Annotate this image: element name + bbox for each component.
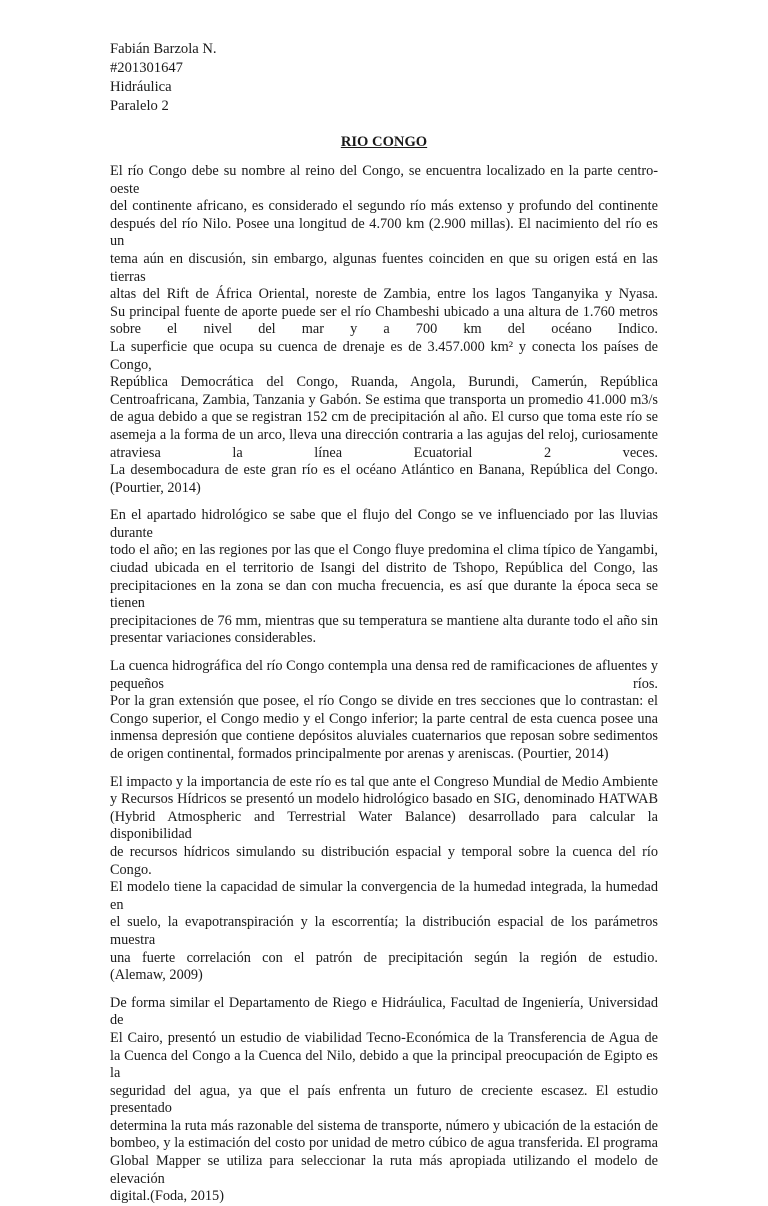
paragraph-5 xyxy=(110,995,658,1206)
section-name: Paralelo 2 xyxy=(110,98,169,114)
paragraph-line: precipitaciones de 76 mm, mientras que su temperatura se mantiene alta durante todo el año sin xyxy=(110,612,658,629)
paragraph-line: inmensa depresión que contiene depósitos aluviales cuaternarios que reposan sobre sedimentos xyxy=(110,728,658,745)
paragraph-line: La cuenca hidrográfica del río Congo contempla una densa red de ramificaciones de afluentes y xyxy=(110,658,658,675)
paragraph-line: El Cairo, presentó un estudio de viabilidad Tecno-Económica de la Transferencia de Agua de xyxy=(110,1029,658,1046)
paragraph-line: altas del Rift de África Oriental, noreste de Zambia, entre los lagos Tanganyika y Nyasa. xyxy=(110,286,658,303)
paragraph-line: la Cuenca del Congo a la Cuenca del Nilo, debido a que la principal preocupación de Egipto es la xyxy=(110,1047,658,1082)
paragraph-line: Global Mapper se utiliza para seleccionar la ruta más apropiada utilizando el modelo de elevación xyxy=(110,1153,658,1187)
paragraph-line: De forma similar el Departamento de Riego e Hidráulica, Facultad de Ingeniería, Universidad de xyxy=(110,994,658,1029)
paragraph-line: asemeja a la forma de un arco, lleva una dirección contraria a las agujas del reloj, curiosamente xyxy=(110,426,658,443)
paragraph-line: La superficie que ocupa su cuenca de drenaje es de 3.457.000 km² y conecta los países de Congo, xyxy=(110,338,658,373)
paragraph-line: de origen continental, formados principalmente por arenas y areniscas. (Pourtier, 2014) xyxy=(110,746,609,762)
paragraph-line: Centroafricana, Zambia, Tanzania y Gabón. Se estima que transporta un promedio 41.000 m3/s xyxy=(110,391,658,408)
paragraph-line: En el apartado hidrológico se sabe que el flujo del Congo se ve influenciado por las lluvias durante xyxy=(110,507,658,541)
paragraph-line: y Recursos Hídricos se presentó un modelo hidrológico basado en SIG, denominado HATWAB xyxy=(110,791,658,808)
paragraph-line: El modelo tiene la capacidad de simular la convergencia de la humedad integrada, la humedad en xyxy=(110,879,658,913)
paragraph-line: (Hybrid Atmospheric and Terrestrial Water Balance) desarrollado para calcular la disponibilidad xyxy=(110,808,658,843)
paragraph-line: (Alemaw, 2009) xyxy=(110,967,203,984)
author-name: Fabián Barzola N. xyxy=(110,41,217,57)
course-name: Hidráulica xyxy=(110,79,172,95)
paragraph-4 xyxy=(110,774,658,985)
paragraph-line: presentar variaciones considerables. xyxy=(110,630,317,647)
paragraph-line: La desembocadura de este gran río es el océano Atlántico en Banana, República del Congo. xyxy=(110,462,658,479)
paragraph-line: Por la gran extensión que posee, el río Congo se divide en tres secciones que lo contrastan: el xyxy=(110,693,658,710)
paragraph-line: atraviesa la línea Ecuatorial 2 veces. xyxy=(110,444,658,461)
paragraph-line: de agua debido a que se registran 152 cm de precipitación al año. El curso que toma este río se xyxy=(110,409,658,426)
paragraph-line: El río Congo debe su nombre al reino del Congo, se encuentra localizado en la parte centro-oeste xyxy=(110,163,658,197)
student-id: #201301647 xyxy=(110,60,183,76)
paragraph-3 xyxy=(110,658,658,764)
document-title: RIO CONGO xyxy=(340,134,428,150)
paragraph-line: todo el año; en las regiones por las que el Congo fluye predomina el clima típico de Yangambi, xyxy=(110,542,658,559)
paragraph-line: República Democrática del Congo, Ruanda, Angola, Burundi, Camerún, República xyxy=(110,374,658,391)
paragraph-line: ciudad ubicada en el territorio de Isangi del distrito de Tshopo, República del Congo, las xyxy=(110,560,658,577)
paragraph-line: sobre el nivel del mar y a 700 km del océano Indico. xyxy=(110,321,658,338)
paragraph-line: el suelo, la evapotranspiración y la escorrentía; la distribución espacial de los parámetros muestra xyxy=(110,914,658,948)
paragraph-line: digital.(Foda, 2015) xyxy=(110,1188,224,1205)
paragraph-line: bombeo, y la estimación del costo por unidad de metro cúbico de agua transferida. El programa xyxy=(110,1135,658,1152)
paragraph-2 xyxy=(110,507,658,648)
paragraph-line: Congo superior, el Congo medio y el Congo inferior; la parte central de esta cuenca posee una xyxy=(110,710,658,727)
paragraph-line: después del río Nilo. Posee una longitud de 4.700 km (2.900 millas). El nacimiento del río es un xyxy=(110,215,658,250)
paragraph-line: El impacto y la importancia de este río es tal que ante el Congreso Mundial de Medio Ambiente xyxy=(110,773,658,790)
paragraph-line: determina la ruta más razonable del sistema de transporte, número y ubicación de la estación de xyxy=(110,1117,658,1134)
paragraph-line: una fuerte correlación con el patrón de precipitación según la región de estudio. xyxy=(110,949,658,966)
paragraph-line: pequeños ríos. xyxy=(110,675,658,692)
paragraph-line: del continente africano, es considerado el segundo río más extenso y profundo del continente xyxy=(110,198,658,215)
paragraph-line: seguridad del agua, ya que el país enfrenta un futuro de creciente escasez. El estudio presentado xyxy=(110,1082,658,1117)
paragraph-line: tema aún en discusión, sin embargo, algunas fuentes coinciden en que su origen está en las tierras xyxy=(110,250,658,285)
author-block xyxy=(110,40,658,116)
document-body xyxy=(110,163,658,1206)
paragraph-1 xyxy=(110,163,658,497)
paragraph-line: Su principal fuente de aporte puede ser el río Chambeshi ubicado a una altura de 1.760 metros xyxy=(110,303,658,320)
paragraph-line: de recursos hídricos simulando su distribución espacial y temporal sobre la cuenca del río Congo. xyxy=(110,843,658,878)
paragraph-line: precipitaciones en la zona se dan con mucha frecuencia, es así que durante la época seca se tienen xyxy=(110,577,658,612)
paragraph-line: (Pourtier, 2014) xyxy=(110,479,201,496)
